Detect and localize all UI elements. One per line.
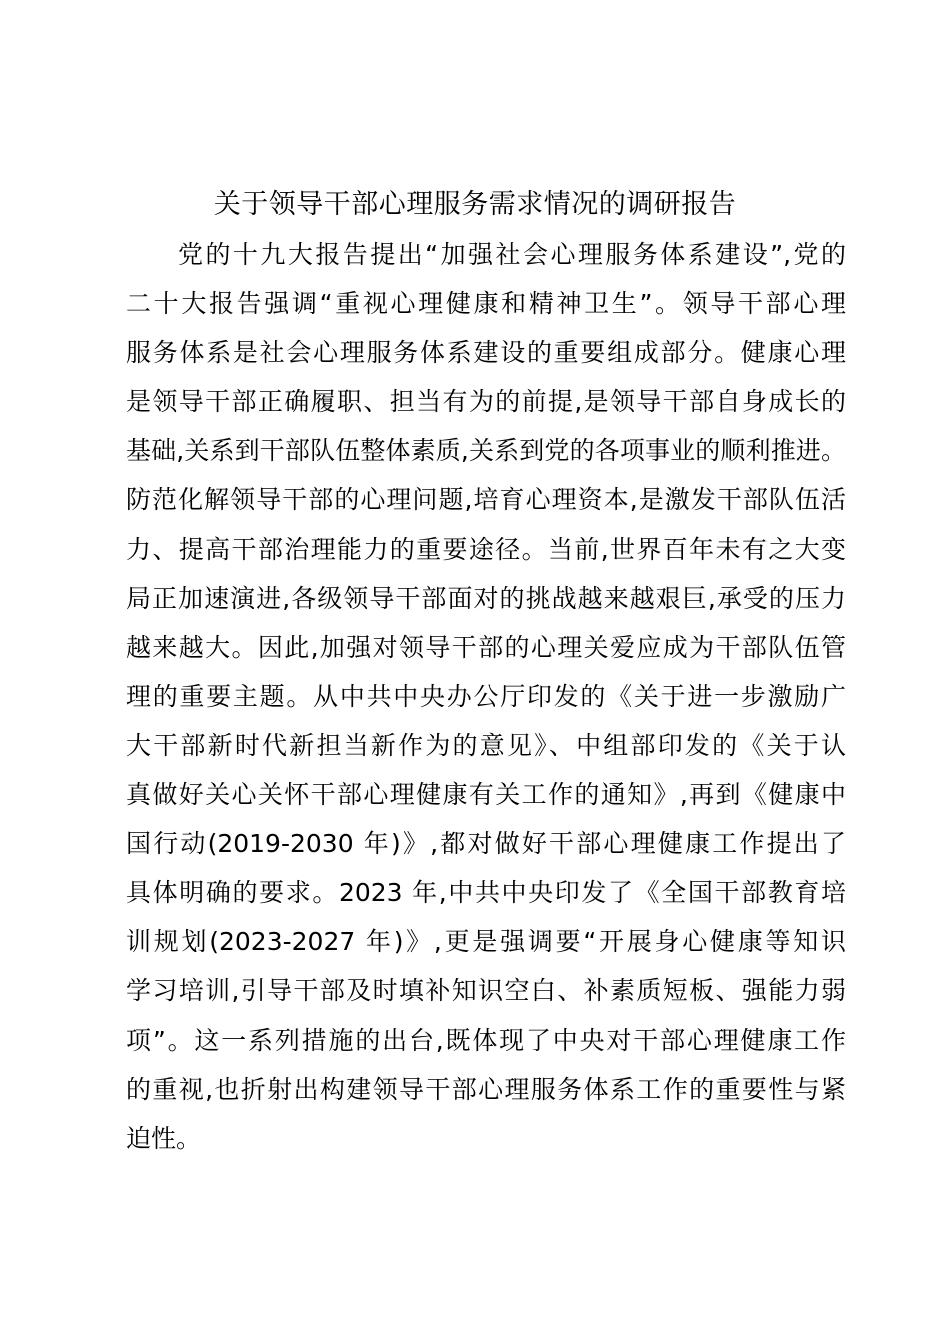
paragraph-line: 具体明确的要求。2023 年,中共中央印发了《全国干部教育培 [126, 878, 846, 908]
paragraph-line: 真做好关心关怀干部心理健康有关工作的通知》,再到《健康中 [126, 780, 846, 810]
paragraph-line: 二十大报告强调“重视心理健康和精神卫生”。领导干部心理 [126, 289, 846, 319]
paragraph-line: 越来越大。因此,加强对领导干部的心理关爱应成为干部队伍管 [126, 632, 846, 662]
paragraph-line: 党的十九大报告提出“加强社会心理服务体系建设”,党的 [178, 240, 846, 269]
paragraph-line: 是领导干部正确履职、担当有为的前提,是领导干部自身成长的 [126, 387, 846, 417]
paragraph-line: 国行动(2019-2030 年)》,都对做好干部心理健康工作提出了 [126, 829, 846, 859]
paragraph-line: 项”。这一系列措施的出台,既体现了中央对干部心理健康工作 [126, 1025, 846, 1055]
body-paragraph [126, 235, 846, 1168]
paragraph-line: 学习培训,引导干部及时填补知识空白、补素质短板、强能力弱 [126, 976, 846, 1006]
paragraph-line: 防范化解领导干部的心理问题,培育心理资本,是激发干部队伍活 [126, 485, 846, 515]
paragraph-line: 大干部新时代新担当新作为的意见》、中组部印发的《关于认 [126, 730, 846, 760]
paragraph-line: 基础,关系到干部队伍整体素质,关系到党的各项事业的顺利推进。 [126, 436, 846, 466]
paragraph-line: 训规划(2023-2027 年)》,更是强调要“开展身心健康等知识 [126, 927, 846, 957]
paragraph-line: 力、提高干部治理能力的重要途径。当前,世界百年未有之大变 [126, 534, 846, 564]
paragraph-line: 的重视,也折射出构建领导干部心理服务体系工作的重要性与紧 [126, 1074, 846, 1104]
paragraph-line: 服务体系是社会心理服务体系建设的重要组成部分。健康心理 [126, 338, 846, 368]
paragraph-line: 局正加速演进,各级领导干部面对的挑战越来越艰巨,承受的压力 [126, 583, 846, 613]
paragraph-line: 迫性。 [126, 1123, 202, 1153]
paragraph-line: 理的重要主题。从中共中央办公厅印发的《关于进一步激励广 [126, 681, 846, 711]
document-title: 关于领导干部心理服务需求情况的调研报告 [213, 189, 737, 220]
